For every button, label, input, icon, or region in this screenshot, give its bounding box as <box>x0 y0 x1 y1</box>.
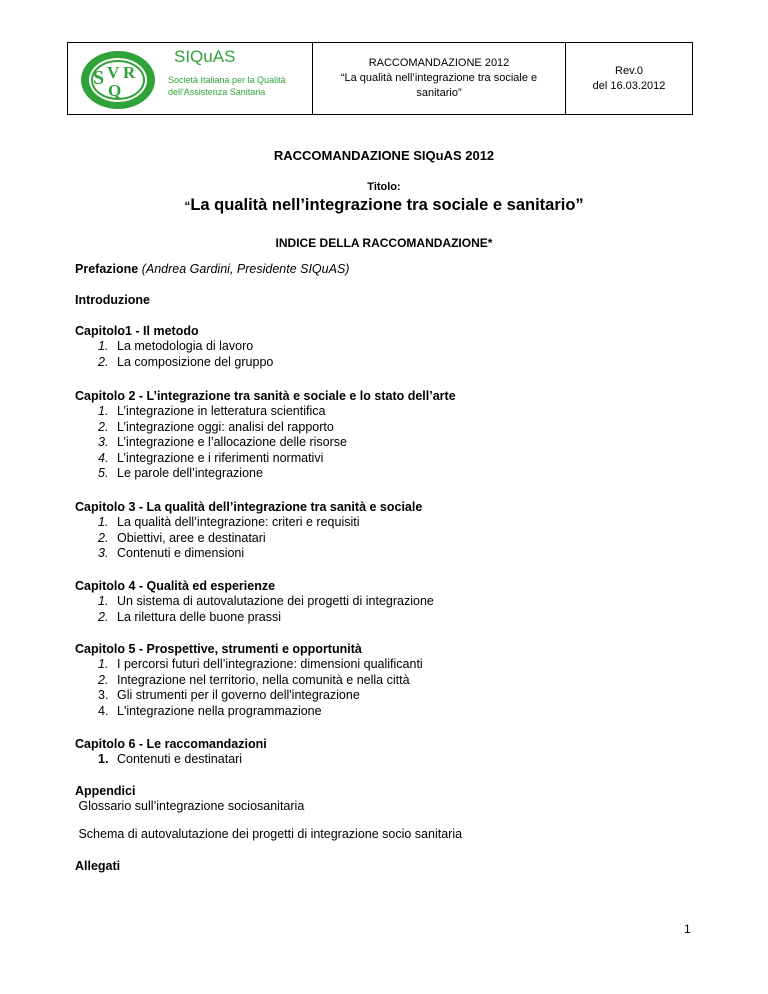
emblem-letter-s: S <box>93 67 105 89</box>
index-heading: INDICE DELLA RACCOMANDAZIONE* <box>275 236 493 250</box>
item-text: I percorsi futuri dell’integrazione: dimensioni qualificanti <box>117 657 423 672</box>
list-item <box>75 339 273 354</box>
item-text: L’integrazione e l’allocazione delle risorse <box>117 435 347 450</box>
logo-cell <box>68 43 313 114</box>
item-text: L’integrazione e i riferimenti normativi <box>117 450 324 465</box>
item-text: L'integrazione nella programmazione <box>117 703 322 718</box>
list-item <box>75 673 423 688</box>
logo-subtitle-line1: Società Italiana per la Qualità <box>168 75 286 85</box>
item-text: Contenuti e destinatari <box>117 752 243 767</box>
doc-ref-line1: RACCOMANDAZIONE 2012 <box>368 57 510 69</box>
item-number: 3. <box>98 435 109 450</box>
emblem-letter-q: Q <box>108 81 122 100</box>
list-item <box>75 404 456 419</box>
chapter-5 <box>75 642 423 719</box>
list-item <box>75 704 423 719</box>
item-number: 4. <box>98 450 109 465</box>
list-item <box>75 610 434 625</box>
revision-cell <box>566 43 692 114</box>
chapter-4 <box>75 579 434 625</box>
list-item <box>75 451 456 466</box>
item-number: 2. <box>98 609 109 624</box>
item-number: 5. <box>98 466 109 481</box>
item-number: 2. <box>98 530 109 545</box>
doc-ref-line3: sanitario” <box>416 87 462 99</box>
list-item <box>75 466 456 481</box>
emblem-letter-r: R <box>123 63 136 82</box>
chapter-title: Capitolo 2 - L’integrazione tra sanità e sociale e lo stato dell’arte <box>75 389 456 403</box>
list-item <box>75 435 456 450</box>
item-text: Un sistema di autovalutazione dei progetti di integrazione <box>117 594 434 609</box>
chapter-6 <box>75 737 267 768</box>
item-text: Le parole dell’integrazione <box>117 466 263 481</box>
prefazione-label: Prefazione <box>75 262 139 276</box>
main-title: RACCOMANDAZIONE SIQuAS 2012 <box>273 148 495 163</box>
chapter-title: Capitolo 5 - Prospettive, strumenti e opportunità <box>75 642 362 656</box>
item-number: 4. <box>98 703 109 718</box>
list-item <box>75 657 423 672</box>
item-text: La qualità dell’integrazione: criteri e requisiti <box>117 515 360 530</box>
titolo-label: Titolo: <box>367 181 401 193</box>
item-text: L’integrazione in letteratura scientifica <box>117 404 326 419</box>
item-text: La composizione del gruppo <box>117 354 274 369</box>
item-text: La metodologia di lavoro <box>117 339 254 354</box>
item-text: La rilettura delle buone prassi <box>117 609 281 624</box>
list-item <box>75 531 422 546</box>
list-item <box>75 546 422 561</box>
chapter-title: Capitolo 4 - Qualità ed esperienze <box>75 579 276 593</box>
item-number: 1. <box>98 515 109 530</box>
appendici-label: Appendici <box>75 784 136 798</box>
item-number: 2. <box>98 672 109 687</box>
chapter-items <box>75 752 267 767</box>
item-number: 2. <box>98 354 109 369</box>
logo-name: SIQuAS <box>174 47 236 66</box>
chapter-title: Capitolo 3 - La qualità dell’integrazione tra sanità e sociale <box>75 500 423 514</box>
item-text: Gli strumenti per il governo dell'integrazione <box>117 688 360 703</box>
appendici-line1: Glossario sull’integrazione sociosanitaria <box>75 799 305 814</box>
doc-ref-cell <box>313 43 566 114</box>
chapter-2 <box>75 389 456 481</box>
appendici-line2: Schema di autovalutazione dei progetti di integrazione socio sanitaria <box>75 827 463 841</box>
item-text: Contenuti e dimensioni <box>117 546 245 561</box>
item-text: L’integrazione oggi: analisi del rapporto <box>117 419 334 434</box>
item-number: 1. <box>98 339 109 354</box>
chapter-title: Capitolo1 - Il metodo <box>75 324 199 338</box>
item-text: Obiettivi, aree e destinatari <box>117 530 266 545</box>
revision-date: del 16.03.2012 <box>592 79 666 92</box>
list-item <box>75 420 456 435</box>
chapter-3 <box>75 500 422 562</box>
siquas-emblem-icon <box>78 48 158 112</box>
item-text: Integrazione nel territorio, nella comunità e nella città <box>117 672 410 687</box>
prefazione-author: (Andrea Gardini, Presidente SIQuAS) <box>141 262 350 276</box>
item-number: 1. <box>98 594 109 609</box>
title-text: La qualità nell’integrazione tra sociale e sanitario” <box>190 196 584 214</box>
chapter-items <box>75 657 423 719</box>
list-item <box>75 594 434 609</box>
header-table <box>67 42 693 115</box>
chapter-title: Capitolo 6 - Le raccomandazioni <box>75 737 267 751</box>
list-item <box>75 515 422 530</box>
item-number: 1. <box>98 404 109 419</box>
chapter-items <box>75 594 434 625</box>
item-number: 2. <box>98 419 109 434</box>
logo-subtitle-line2: dell'Assistenza Sanitaria <box>168 87 266 97</box>
item-number: 3. <box>98 688 109 703</box>
allegati-label: Allegati <box>75 859 121 873</box>
prefazione-line <box>75 262 349 277</box>
logo-subtitle <box>168 74 286 98</box>
emblem-letter-v: V <box>107 63 120 82</box>
chapter-items <box>75 339 273 370</box>
list-item <box>75 355 273 370</box>
document-title <box>0 196 768 215</box>
chapter-items <box>75 404 456 481</box>
appendici-section <box>75 784 304 815</box>
title-open-quote: “ <box>184 199 191 213</box>
item-number: 1. <box>98 657 109 672</box>
doc-ref-line2: “La qualità nell’integrazione tra sociale e <box>340 72 538 84</box>
chapter-1 <box>75 324 273 370</box>
chapter-items <box>75 515 422 561</box>
list-item <box>75 688 423 703</box>
revision-number: Rev.0 <box>615 64 643 77</box>
item-number: 1. <box>98 752 109 767</box>
page-number: 1 <box>684 922 691 936</box>
introduzione-line: Introduzione <box>75 293 150 307</box>
item-number: 3. <box>98 546 109 561</box>
list-item <box>75 752 267 767</box>
